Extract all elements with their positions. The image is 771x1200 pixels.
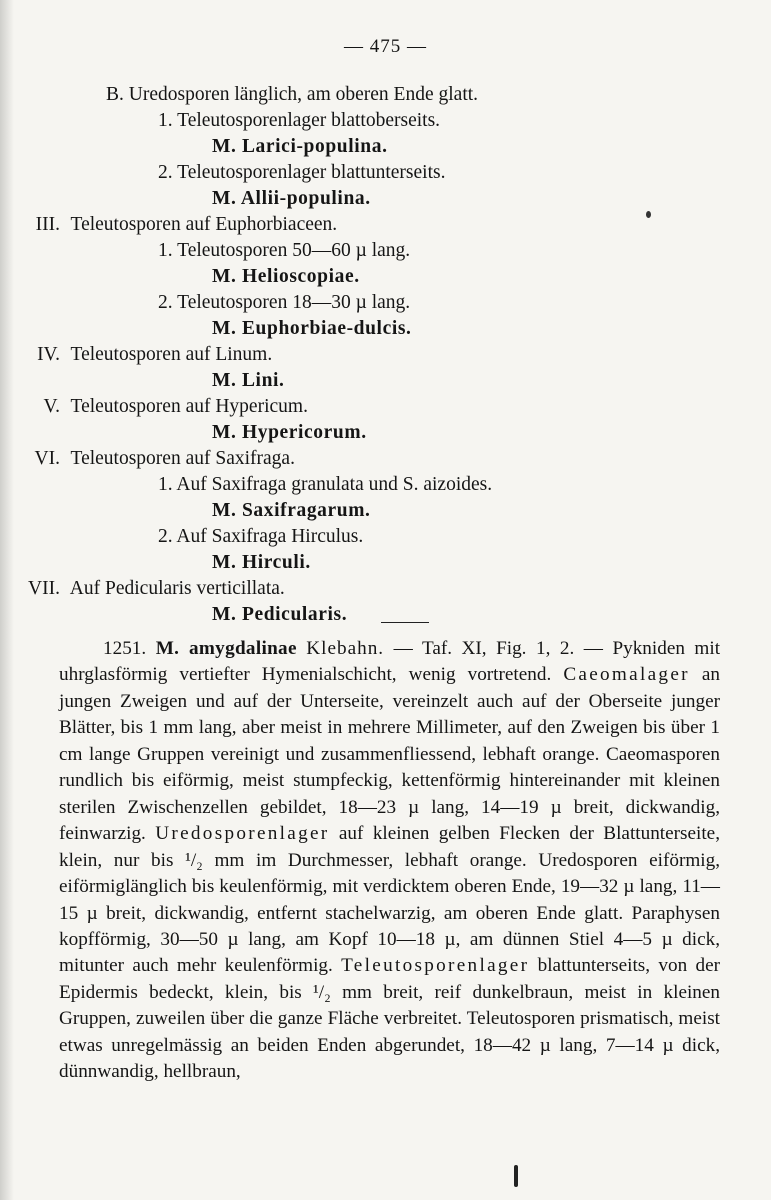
key-marker: B. [106, 84, 124, 105]
key-taxon: M. Lini. [212, 370, 285, 391]
key-marker: IV. [37, 344, 60, 365]
section-term: Teleutosporenlager [341, 955, 530, 977]
key-text: Teleutosporen auf Euphorbiaceen. [66, 214, 338, 235]
entry-text: an jungen Zweigen und auf der Unterseite, vereinzelt auch auf der Oberseite junger Blätter, bis 1 mm lang, aber meist in mehrere Millimeter, auf den Zweigen bis über 1 cm lange Gruppen vereinigt und zusammenfliessend, lebhaft orange. Caeomasporen rundlich bis eiförmig, meist stumpfeckig, kettenförmig hintereinander mit kleinen sterilen Zwischenzellen gebildet, 18—23 µ lang, 14—19 µ breit, dickwandig, feinwarzig. [59, 664, 720, 845]
key-heading [28, 576, 285, 602]
key-text: Uredosporen länglich, am oberen Ende glatt. [123, 84, 479, 105]
key-subitem [158, 472, 492, 498]
species-name: M. amygdalinae [155, 638, 297, 659]
key-text: Teleutosporen auf Hypericum. [66, 396, 308, 417]
key-marker: 2. [158, 162, 173, 183]
entry-text: blattunterseits, von der Epidermis bedeckt, klein, bis ¹/₂ mm breit, reif dunkelbraun, meist in kleinen Gruppen, zuweilen über die ganze Fläche verbreitet. Teleutosporen prismatisch, meist etwas unregelmässig an beiden Enden abgerundet, 18—42 µ lang, 7—14 µ dick, dünnwandig, hellbraun, [59, 955, 720, 1083]
section-term: Uredosporenlager [155, 823, 330, 845]
key-text: Auf Pedicularis verticillata. [66, 578, 285, 599]
key-subitem [158, 524, 363, 550]
key-taxon: M. Pedicularis. [212, 604, 348, 625]
key-taxon: M. Saxifragarum. [212, 500, 371, 521]
key-marker: V. [43, 396, 60, 417]
key-subitem [158, 160, 445, 186]
key-subitem [158, 108, 440, 134]
key-heading [28, 212, 337, 238]
key-taxon: M. Helioscopiae. [212, 266, 360, 287]
key-text: Teleutosporen 18—30 µ lang. [172, 292, 411, 313]
entry-text: — Taf. XI, Fig. 1, 2. — Pykniden mit uhrglasförmig vertiefter Hymenialschicht, wenig vortretend. [59, 638, 721, 686]
species-author: Klebahn. [306, 638, 385, 659]
key-marker: VI. [34, 448, 60, 469]
section-term: Caeomalager [563, 664, 690, 686]
key-heading [106, 82, 478, 108]
key-taxon: M. Allii-populina. [212, 188, 371, 209]
key-marker: 1. [158, 474, 173, 495]
key-marker: 1. [158, 110, 173, 131]
key-marker: 1. [158, 240, 173, 261]
key-marker: 2. [158, 526, 173, 547]
key-text: Teleutosporen auf Linum. [66, 344, 273, 365]
key-text: Auf Saxifraga Hirculus. [172, 526, 364, 547]
key-heading [28, 394, 308, 420]
key-taxon: M. Hirculi. [212, 552, 311, 573]
key-heading [28, 446, 295, 472]
print-speck [514, 1165, 518, 1187]
key-heading [28, 342, 272, 368]
key-text: Teleutosporenlager blattunterseits. [172, 162, 446, 183]
key-text: Teleutosporen 50—60 µ lang. [172, 240, 411, 261]
key-taxon: M. Hypericorum. [212, 422, 367, 443]
key-subitem [158, 238, 410, 264]
entry-text: auf kleinen gelben Flecken der Blattunterseite, klein, nur bis ¹/₂ mm im Durchmesser, lebhaft orange. Uredosporen eiförmig, eiförmiglänglich bis keulenförmig, mit verdicktem oberen Ende, 19—32 µ lang, 11—15 µ breit, dickwandig, entfernt stachelwarzig, am oberen Ende glatt. Paraphysen kopfförmig, 30—50 µ lang, am Kopf 10—18 µ, am dünnen Stiel 4—5 µ dick, mitunter auch mehr keulenförmig. [59, 823, 720, 977]
page-number: — 475 — [344, 36, 427, 57]
key-taxon: M. Euphorbiae-dulcis. [212, 318, 412, 339]
species-entry [59, 636, 720, 1086]
key-subitem [158, 290, 410, 316]
key-text: Auf Saxifraga granulata und S. aizoides. [172, 474, 493, 495]
page-edge-shadow [0, 0, 14, 1200]
print-speck [646, 211, 651, 218]
key-text: Teleutosporen auf Saxifraga. [66, 448, 295, 469]
key-text: Teleutosporenlager blattoberseits. [172, 110, 441, 131]
key-marker: VII. [28, 578, 60, 599]
section-divider [381, 622, 429, 623]
entry-number: 1251. [103, 638, 147, 659]
key-taxon: M. Larici-populina. [212, 136, 388, 157]
key-marker: III. [35, 214, 60, 235]
entry-paragraph [59, 636, 720, 1086]
key-marker: 2. [158, 292, 173, 313]
